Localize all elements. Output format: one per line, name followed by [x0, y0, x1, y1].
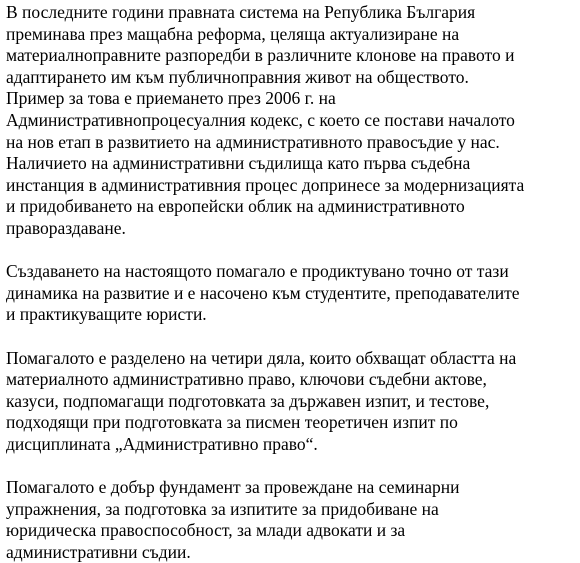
text-line: дисциплината „Административно право“.: [6, 433, 318, 454]
text-line: Пример за това е приемането през 2006 г. на: [6, 88, 336, 109]
text-line: Създаването на настоящото помагало е продиктувано точно от тази: [6, 261, 509, 282]
text-line: подходящи при подготовката за писмен теоретичен изпит по: [6, 412, 458, 433]
text-line: Административнопроцесуалния кодекс, с което се постави началото: [6, 109, 515, 130]
text-line: материалноправните разпоредби в различните клонове на правото и: [6, 45, 515, 66]
text-line: материалното административно право, ключови съдебни актове,: [6, 369, 487, 390]
text-line: и практикуващите юристи.: [6, 304, 207, 325]
text-line: Помагалото е добър фундамент за провеждане на семинарни: [6, 477, 460, 498]
text-line: казуси, подпомагащи подготовката за държавен изпит, и тестове,: [6, 390, 490, 411]
text-line: адаптирането им към публичноправния живот на обществото.: [6, 66, 469, 87]
text-line: В последните години правната система на Република България: [6, 2, 476, 22]
text-line: преминава през мащабна реформа, целяща актуализиране на: [6, 23, 460, 44]
paragraph-2: [6, 261, 580, 326]
text-line: Наличието на административни съдилища като първа съдебна: [6, 153, 471, 174]
paragraph-1: [6, 2, 580, 240]
text-line: и придобиването на европейски облик на административното: [6, 196, 465, 217]
text-line: Помагалото е разделено на четири дяла, които обхващат областта на: [6, 347, 517, 368]
text-line: юридическа правоспособност, за млади адвокати и за: [6, 520, 406, 541]
text-line: на нов етап в развитието на административното правосъдие у нас.: [6, 131, 500, 152]
text-line: правораздаване.: [6, 217, 126, 238]
paragraph-4: [6, 477, 580, 563]
text-line: упражнения, за подготовка за изпитите за придобиване на: [6, 498, 439, 519]
paragraph-3: [6, 348, 580, 456]
text-line: динамика на развитие и е насочено към студентите, преподавателите: [6, 282, 520, 303]
text-line: инстанция в административния процес допринесе за модернизацията: [6, 174, 525, 195]
text-line: административни съдии.: [6, 541, 191, 562]
